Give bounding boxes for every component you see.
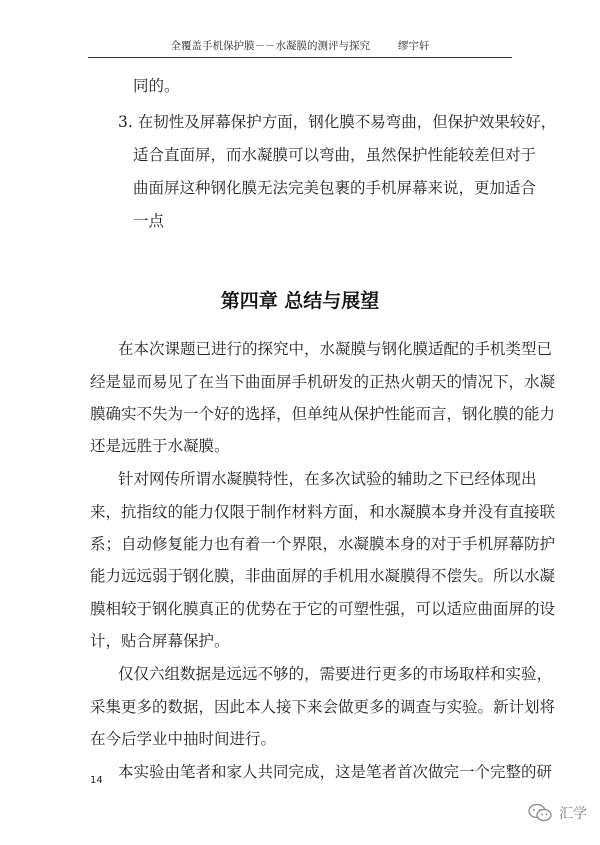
page-number: 14 bbox=[90, 775, 103, 786]
text-line: 一点 bbox=[133, 212, 165, 230]
paragraph-line: 经是显而易见了在当下曲面屏手机研发的正热火朝天的情况下，水凝 bbox=[90, 373, 556, 391]
header-title: 全覆盖手机保护膜－－水凝膜的测评与探究 bbox=[170, 40, 370, 52]
paragraph-line: 还是远胜于水凝膜。 bbox=[90, 437, 230, 455]
page-header bbox=[88, 35, 512, 58]
watermark bbox=[527, 803, 587, 823]
paragraph-line: 系；自动修复能力也有着一个界限，水凝膜本身的对于手机屏幕防护 bbox=[90, 535, 556, 553]
watermark-text: 汇学 bbox=[559, 806, 587, 822]
wechat-icon bbox=[527, 803, 553, 823]
paragraph-line: 在本次课题已进行的探究中，水凝膜与钢化膜适配的手机类型已 bbox=[118, 340, 553, 358]
text-line: 曲面屏这种钢化膜无法完美包裹的手机屏幕来说，更加适合 bbox=[133, 179, 537, 197]
chapter-title: 第四章 总结与展望 bbox=[220, 290, 380, 312]
text-line: 适合直面屏，而水凝膜可以弯曲，虽然保护性能较差但对于 bbox=[133, 146, 537, 164]
paragraph-line: 采集更多的数据，因此本人接下来会做更多的调查与实验。新计划将 bbox=[90, 698, 556, 716]
paragraph-line: 膜相较于钢化膜真正的优势在于它的可塑性强，可以适应曲面屏的设 bbox=[90, 600, 556, 618]
text-line: 同的。 bbox=[133, 77, 180, 95]
paragraph-line: 本实验由笔者和家人共同完成，这是笔者首次做完一个完整的研 bbox=[118, 763, 553, 781]
paragraph-line: 在今后学业中抽时间进行。 bbox=[90, 730, 277, 748]
paragraph-line: 计，贴合屏幕保护。 bbox=[90, 632, 230, 650]
list-item-3-line: 3. 在韧性及屏幕保护方面，钢化膜不易弯曲，但保护效果较好， bbox=[118, 113, 557, 131]
paragraph-line: 能力远远弱于钢化膜，非曲面屏的手机用水凝膜得不偿失。所以水凝 bbox=[90, 567, 556, 585]
paragraph-line: 膜确实不失为一个好的选择，但单纯从保护性能而言，钢化膜的能力 bbox=[90, 405, 556, 423]
paragraph-line: 来，抗指纹的能力仅限于制作材料方面，和水凝膜本身并没有直接联 bbox=[90, 503, 556, 521]
paragraph-line: 仅仅六组数据是远远不够的，需要进行更多的市场取样和实验， bbox=[118, 665, 553, 683]
paragraph-line: 针对网传所谓水凝膜特性，在多次试验的辅助之下已经体现出 bbox=[118, 470, 537, 488]
header-author: 缪宇轩 bbox=[398, 40, 430, 52]
